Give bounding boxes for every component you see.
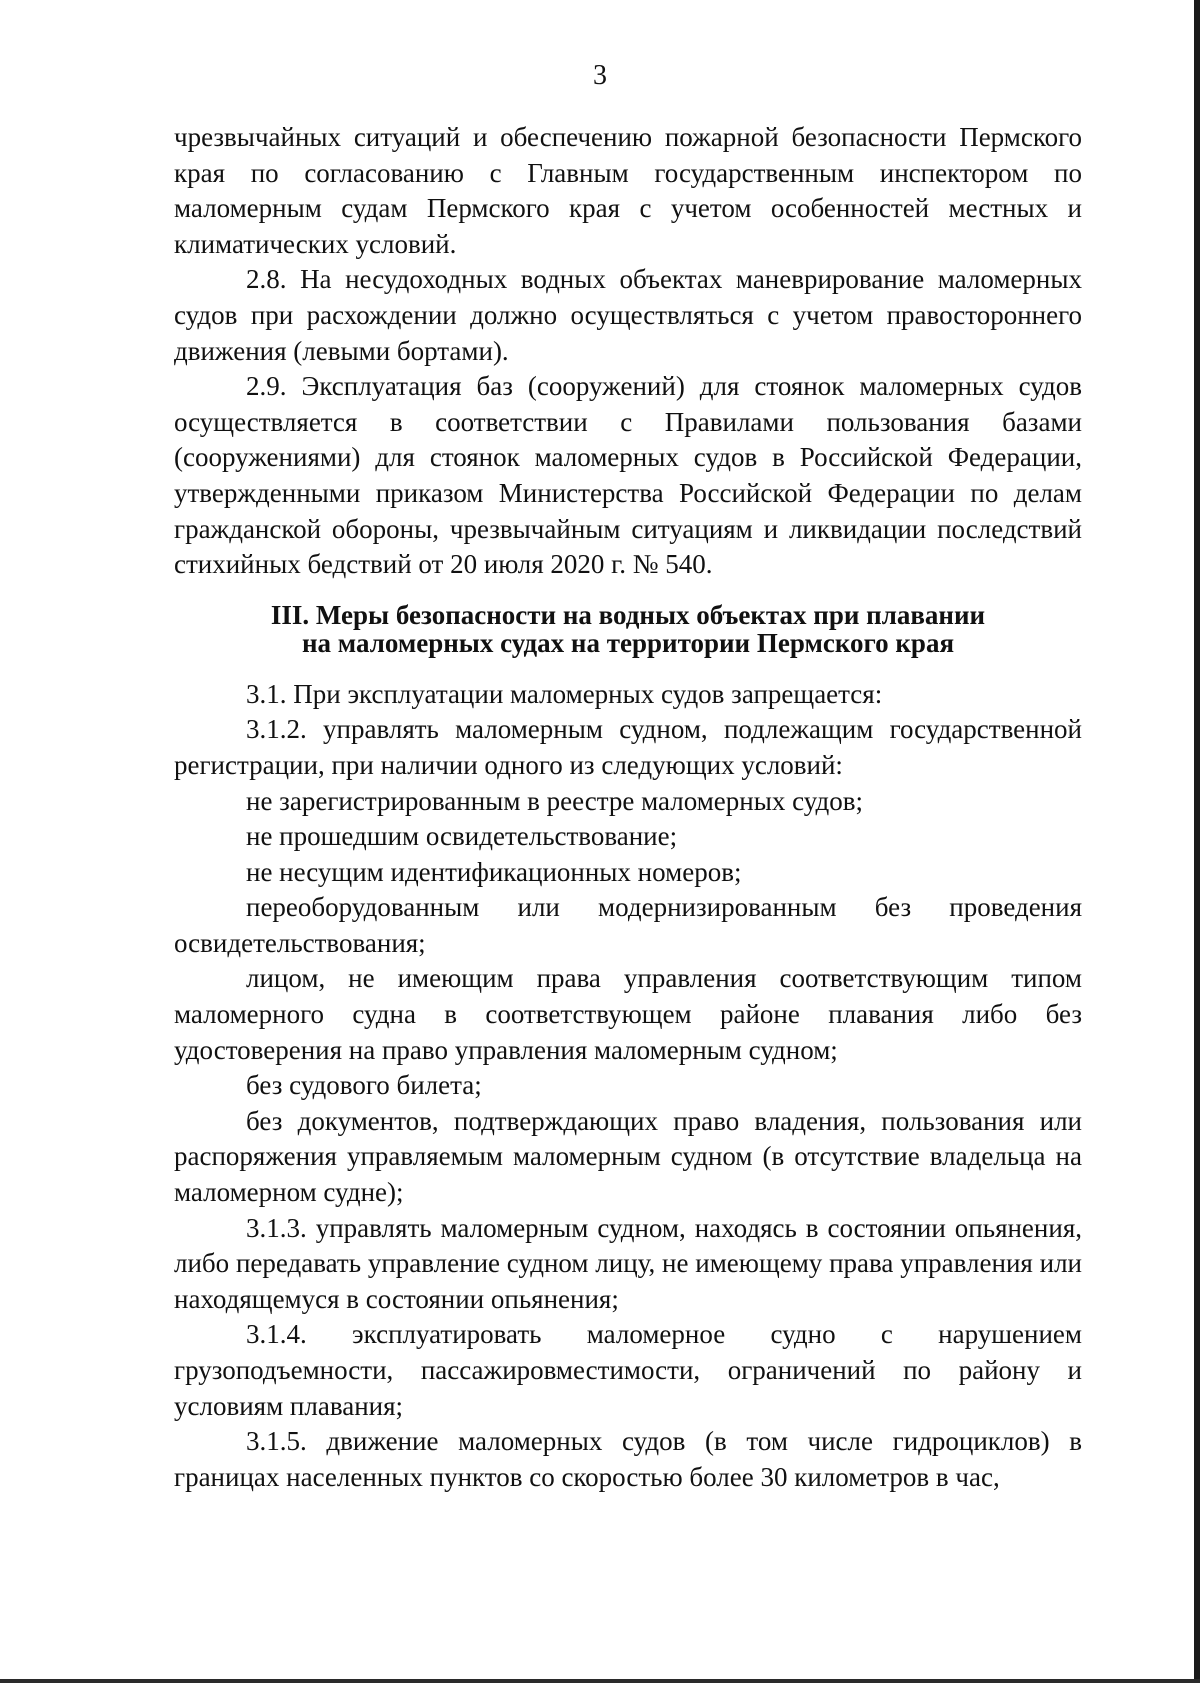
condition-item: не прошедшим освидетельствование; <box>246 821 678 852</box>
paragraph-3-1-3: 3.1.3. управлять маломерным судном, находясь в состоянии опьянения, либо передавать управление судном лицу, не имеющему права управления или находящемуся в состоянии опьянения; <box>174 1212 1082 1314</box>
section-heading-line-1: III. Меры безопасности на водных объектах при плавании <box>270 599 986 630</box>
condition-item: не зарегистрированным в реестре маломерных судов; <box>246 785 864 816</box>
scan-border-bottom <box>0 1679 1200 1683</box>
paragraph-2-9: 2.9. Эксплуатация баз (сооружений) для стоянок маломерных судов осуществляется в соответствии с Правилами пользования базами (сооружениями) для стоянок маломерных судов в Российской Федерации, утвержденными приказом Министерства Российской Федерации по делам гражданской обороны, чрезвычайным ситуациям и ликвидации последствий стихийных бедствий от 20 июля 2020 г. № 540. <box>174 371 1082 580</box>
page-number: 3 <box>593 60 607 91</box>
condition-item: без судового билета; <box>246 1070 482 1101</box>
paragraph-3-1-5: 3.1.5. движение маломерных судов (в том числе гидроциклов) в границах населенных пунктов со скоростью более 30 километров в час, <box>174 1426 1082 1492</box>
paragraph-3-1-4: 3.1.4. эксплуатировать маломерное судно с нарушением грузоподъемности, пассажировместимости, ограничений по району и условиям плавания; <box>174 1319 1082 1421</box>
paragraph-2-8: 2.8. На несудоходных водных объектах маневрирование маломерных судов при расхождении должно осуществляться с учетом правостороннего движения (левыми бортами). <box>174 264 1082 366</box>
scan-border-right <box>1194 0 1200 1683</box>
condition-item: переоборудованным или модернизированным без проведения освидетельствования; <box>174 892 1082 958</box>
paragraph-2-7-continuation: чрезвычайных ситуаций и обеспечению пожарной безопасности Пермского края по согласованию с Главным государственным инспектором по маломерным судам Пермского края с учетом особенностей местных и климатических условий. <box>174 122 1082 259</box>
section-heading <box>174 601 1082 657</box>
document-body <box>174 120 1082 1495</box>
condition-item: лицом, не имеющим права управления соответствующим типом маломерного судна в соответствующем районе плавания либо без удостоверения на право управления маломерным судном; <box>174 963 1082 1065</box>
condition-item: не несущим идентификационных номеров; <box>246 856 742 887</box>
condition-item: без документов, подтверждающих право владения, пользования или распоряжения управляемым маломерным судном (в отсутствие владельца на маломерном судне); <box>174 1105 1082 1208</box>
section-heading-line-2: на маломерных судах на территории Пермского края <box>301 627 955 658</box>
paragraph-3-1-2: 3.1.2. управлять маломерным судном, подлежащим государственной регистрации, при наличии одного из следующих условий: <box>174 714 1082 780</box>
paragraph-3-1: 3.1. При эксплуатации маломерных судов запрещается: <box>246 678 883 709</box>
